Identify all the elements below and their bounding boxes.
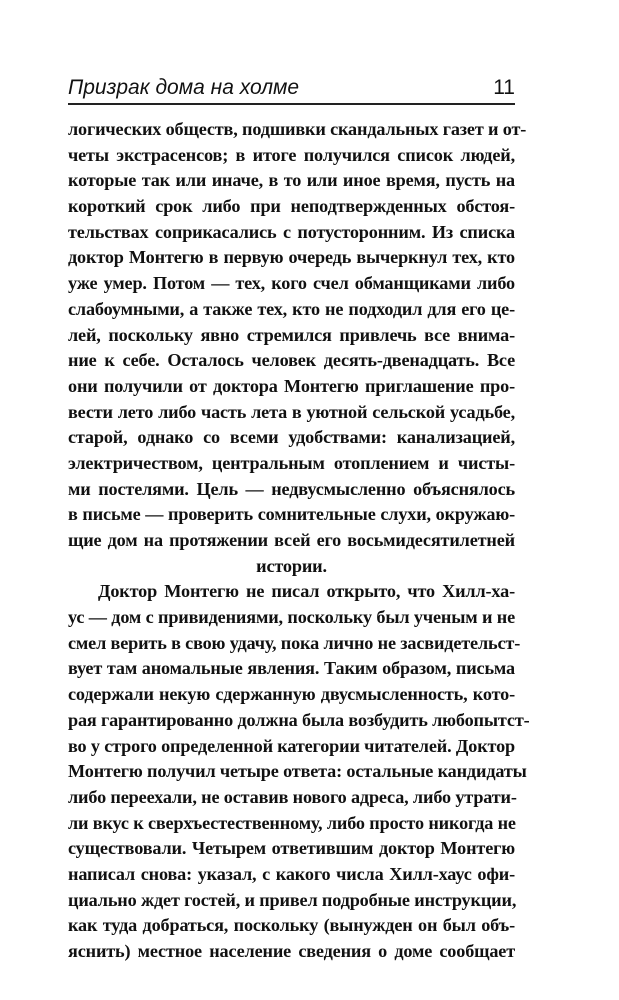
text-line: вести лето либо часть лета в уютной сельской усадьбе, — [68, 401, 515, 422]
text-line: лей, поскольку явно стремился привлечь все внима- — [68, 324, 515, 345]
text-line: существовали. Четырем ответившим доктор Монтегю — [68, 838, 515, 859]
paragraph — [68, 579, 530, 964]
text-line: доктор Монтегю в первую очередь вычеркнул тех, кто — [68, 247, 515, 268]
text-line: слабоумными, а также тех, кто не подходил для его це- — [68, 298, 515, 319]
text-line: ние к себе. Осталось человек десять-двенадцать. Все — [68, 350, 515, 371]
text-line: рая гарантированно должна была возбудить любопытст- — [68, 709, 530, 730]
text-line: Доктор Монтегю не писал открыто, что Хилл-ха- — [98, 581, 515, 602]
text-line: яснить) местное население сведения о доме сообщает — [68, 941, 515, 961]
text-line: они получили от доктора Монтегю приглашение про- — [68, 375, 515, 396]
text-line: электричеством, центральным отоплением и чисты- — [68, 452, 515, 473]
text-line: написал снова: указал, с какого числа Хилл-хаус офи- — [68, 863, 515, 884]
text-line: короткий срок либо при неподтвержденных обстоя- — [68, 196, 515, 217]
text-line: содержали некую сдержанную двусмысленность, кото- — [68, 684, 515, 705]
text-line: либо переехали, не оставив нового адреса, либо утрати- — [68, 786, 517, 807]
text-line: ли вкус к сверхъестественному, либо просто никогда не — [68, 812, 516, 833]
text-line: в письме — проверить сомнительные слухи, окружаю- — [68, 504, 515, 525]
text-line: как туда добраться, поскольку (вынужден он был объ- — [68, 915, 515, 936]
text-line: логических обществ, подшивки скандальных газет и от- — [68, 119, 527, 139]
text-line: ус — дом с привидениями, поскольку был ученым и не — [68, 607, 515, 628]
paragraph — [68, 117, 527, 579]
text-line: старой, однако со всеми удобствами: канализацией, — [68, 427, 515, 448]
text-line: уже умер. Потом — тех, кого счел обманщиками либо — [68, 273, 515, 294]
text-line: щие дом на протяжении всей его восьмидесятилетней — [68, 530, 515, 550]
text-line: истории. — [256, 555, 327, 576]
page-number: 11 — [493, 76, 515, 99]
body-text — [68, 117, 530, 965]
text-line: смел верить в свою удачу, пока лично не засвидетельст- — [68, 632, 521, 653]
text-line: вует там аномальные явления. Таким образом, письма — [68, 658, 515, 679]
text-line: ми постелями. Цель — недвусмысленно объяснялось — [68, 478, 515, 499]
text-line: во у строго определенной категории читателей. Доктор — [68, 735, 515, 756]
text-line: которые так или иначе, в то или иное время, пусть на — [68, 170, 515, 191]
text-line: четы экстрасенсов; в итоге получился список людей, — [68, 144, 515, 165]
text-line: циально ждет гостей, и привел подробные инструкции, — [68, 889, 517, 910]
text-line: тельствах соприкасались с потусторонним. Из списка — [68, 221, 515, 242]
running-title: Призрак дома на холме — [68, 76, 300, 99]
text-line: Монтегю получил четыре ответа: остальные кандидаты — [68, 761, 527, 782]
running-head — [68, 74, 515, 104]
header-rule — [68, 103, 515, 105]
